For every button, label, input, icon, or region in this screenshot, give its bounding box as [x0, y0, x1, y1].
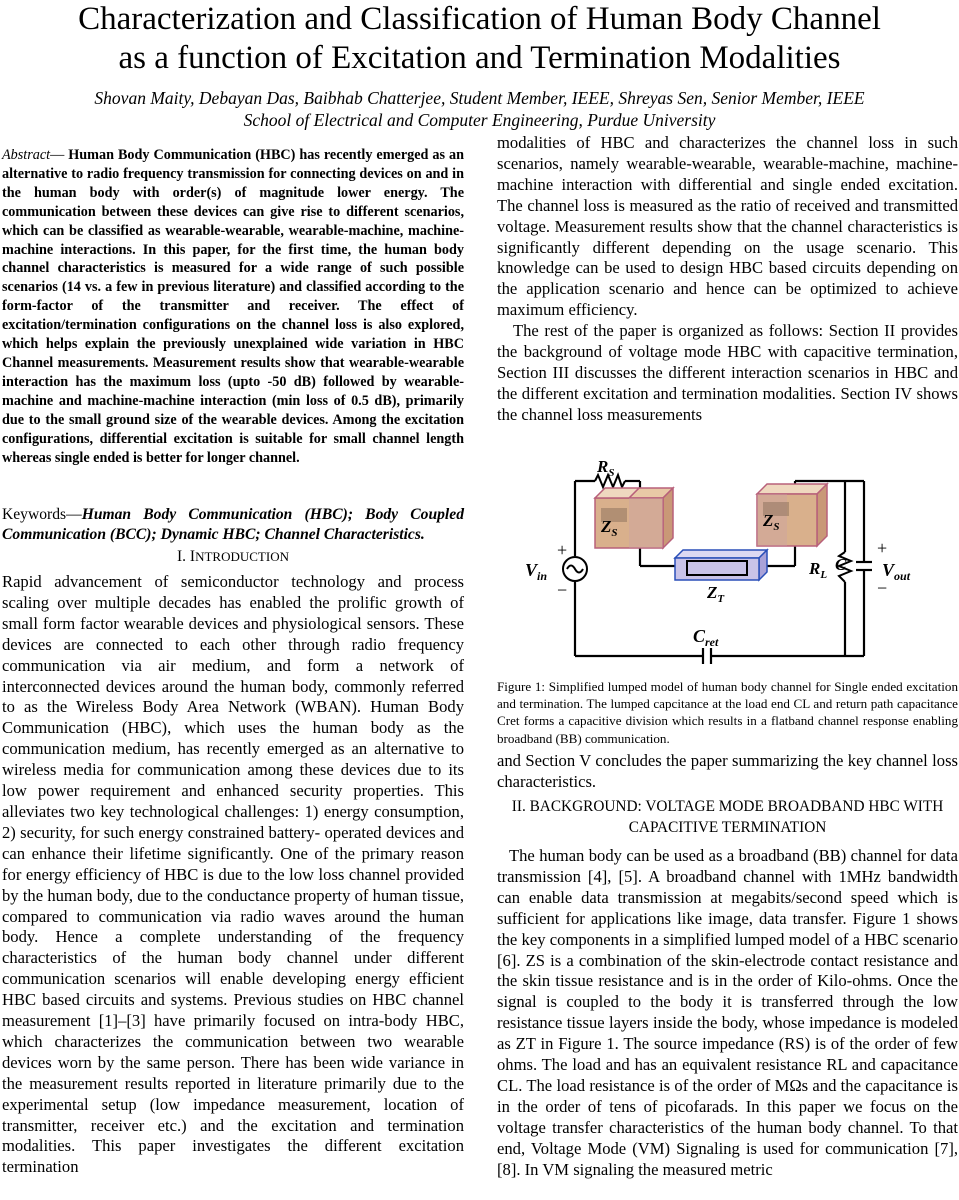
capacitor-cret — [703, 648, 711, 664]
label-zs-right-sub: S — [773, 521, 780, 533]
svg-text:ZT — [706, 583, 725, 605]
label-vin-sub: in — [537, 569, 548, 583]
label-zt: Z — [707, 583, 718, 602]
figure-1-caption — [497, 678, 958, 747]
title-line-1: Characterization and Classification of Human Body Channel — [78, 1, 881, 37]
svg-text:RL — [808, 559, 827, 581]
label-cret: C — [693, 626, 706, 646]
label-zs-left-sub: S — [611, 527, 618, 539]
zt-tissue-block — [675, 550, 767, 580]
svg-text:RS — [596, 457, 614, 479]
vin-minus: − — [557, 580, 568, 600]
section2-number: II. — [511, 798, 526, 815]
circuit-diagram — [497, 446, 958, 676]
paper-title — [0, 0, 959, 78]
right-column-middle — [497, 751, 958, 793]
label-rl-sub: L — [820, 569, 828, 581]
section1-first: I — [189, 548, 196, 565]
vin-plus: + — [557, 540, 568, 560]
right-paragraph-2: The rest of the paper is organized as follows: Section II provides the background of voltage mode HBC with capacitive termination, Section III discusses the different interaction scenarios in HBC and the different excitation and termination modalities. Section IV shows the channel loss measurements — [497, 321, 958, 424]
label-zt-sub: T — [717, 593, 725, 605]
section-heading-introduction — [2, 547, 464, 567]
section2-line-2: CAPACITIVE TERMINATION — [628, 818, 827, 836]
background-body — [497, 846, 958, 1181]
label-rl: R — [809, 559, 821, 578]
vout-minus: − — [877, 578, 888, 598]
keywords-text: Human Body Communication (HBC); Body Coupled Communication (BCC); Dynamic HBC; Channel Characteristics. — [2, 506, 464, 543]
keywords-label: Keywords — [2, 506, 67, 523]
abstract-text: Human Body Communication (HBC) has recently emerged as an alternative to radio frequency transmission for connecting devices on and in the human body with order(s) of magnitude lower energy. The communication between these devices can give rise to different scenarios, which can be classified as wearable-wearable, wearable-machine, machine-machine interactions. In this paper, for the first time, the human body channel characteristics is measured for a wide range of such possible scenarios (14 vs. a few in previous literature) and classified according to the form-factor of the transmitter and receiver. The effect of excitation/termination configurations on the channel loss is also explored, which helps explain the previously unexplained wide variation in HBC Channel measurements. Measurement results show that wearable-wearable interaction has the maximum loss (upto -50 dB) followed by wearable-machine and machine-machine interaction (min loss of 0.5 dB), primarily due to the small ground size of the wearable devices. Among the excitation configurations, differential excitation is suitable for small channel length whereas single ended is better for longer channel. — [2, 147, 464, 466]
capacitor-cl — [856, 562, 872, 570]
label-rs: R — [597, 457, 609, 476]
right-column-top — [497, 133, 958, 426]
section1-rest: NTRODUCTION — [195, 549, 289, 564]
introduction-paragraph: Rapid advancement of semiconductor technology and process scaling over multiple decades has enabled the prolific growth of small form factor wearable devices and physiological sensors. These devices are connected to each other through radio frequency communication via air medium, and form a network of interconnected devices around the human body, commonly referred to as the Wireless Body Area Network (WBAN). Human Body Communication (HBC), which uses the human body as the communication medium, has recently emerged as an alternative to wireless media for communication among these devices due to its low power requirement and enhanced security properties. This alleviates two key technological challenges: 1) energy consumption, 2) security, for such energy constrained battery- operated devices and can enhance their lifetime significantly. One of the primary reason for energy efficiency of HBC is due to the low loss channel provided by the human body, due to the conductance property of human tissue, compared to communication via radio waves around the human body. Hence a complete understanding of the frequency characteristics of the human body channel under different communication scenarios will enable developing energy efficient HBC based circuits and systems. Previous studies on HBC channel measurement [1]–[3] have primarily focused on intra-body HBC, which characterizes the communication between two wearable devices worn by the same person. There has been wide variance in the measurement results reported in literature primarily due to the experimental setup (low impedance measurement, location of transmitter, receiver etc.) and the excitation and termination modalities. This paper investigates the different excitation termination — [2, 572, 464, 1177]
author-affiliation: School of Electrical and Computer Engineering, Purdue University — [243, 110, 716, 130]
section2-line-1: BACKGROUND: VOLTAGE MODE BROADBAND HBC WITH — [529, 798, 944, 815]
label-vin: V — [525, 560, 538, 580]
label-cl: C — [835, 555, 847, 574]
introduction-body — [2, 572, 464, 1178]
svg-text:Vin — [525, 560, 547, 583]
label-vout: V — [882, 560, 895, 580]
author-names: Shovan Maity, Debayan Das, Baibhab Chatterjee, Student Member, IEEE, Shreyas Sen, Senior Member, IEEE — [94, 88, 865, 108]
svg-text:Cret — [693, 626, 719, 649]
abstract-label: Abstract — [2, 147, 51, 163]
abstract — [2, 146, 464, 467]
svg-text:C — [835, 555, 847, 574]
background-paragraph: The human body can be used as a broadband (BB) channel for data transmission [4], [5]. A broadband channel with 1MHz bandwidth can enable data transmission at megabits/second speed which is sufficient for applications like image, data transfer. Figure 1 shows the key components in a simplified lumped model of a HBC scenario [6]. ZS is a combination of the skin-electrode contact resistance and the skin tissue resistance and is in the order of Kilo-ohms. Once the signal is coupled to the body it is transferred through the low resistance tissue layers inside the body, whose impedance is modeled as ZT in Figure 1. The source impedance (RS) is of the order of few ohms. The load and has an equivalent resistance RL and capacitance CL. The load resistance is of the order of MΩs and the capacitance is in the order of tens of picofarads. In this paper we focus on the voltage transfer characteristics of the human body channel. To that end, Voltage Mode (VM) Signaling is used for communication [7], [8]. In VM signaling the measured metric — [497, 846, 958, 1179]
abstract-dash: — — [50, 147, 65, 163]
keywords-dash: — — [66, 506, 82, 523]
label-vout-sub: out — [894, 569, 911, 583]
section-heading-background — [497, 797, 958, 838]
vout-plus: + — [877, 538, 888, 558]
title-line-2: as a function of Excitation and Termination Modalities — [118, 40, 841, 76]
author-block — [0, 87, 959, 131]
keywords — [2, 505, 464, 544]
label-zs-right: Z — [763, 511, 774, 530]
figure-1-circuit — [497, 446, 958, 676]
label-rs-sub: S — [608, 467, 615, 479]
section1-number: I. — [177, 548, 187, 565]
right-middle-paragraph: and Section V concludes the paper summarizing the key channel loss characteristics. — [497, 751, 958, 791]
right-paragraph-1: modalities of HBC and characterizes the channel loss in such scenarios, namely wearable-wearable, wearable-machine, machine-machine interaction with differential and single ended excitation. The channel loss is measured as the ratio of received and transmitted voltage. Measurement results show that the channel characteristics is significantly different depending on the usage scenario. This knowledge can be used to design HBC based circuits depending on the application scenario and hence can be optimized to achieve maximum efficiency. — [497, 133, 958, 320]
label-zs-left: Z — [601, 517, 612, 536]
label-cret-sub: ret — [705, 635, 719, 649]
caption-text: Figure 1: Simplified lumped model of human body channel for Single ended excitation and termination. The lumped capcitance at the load end CL and return path capacitance Cret forms a capacitive division which results in a flatband channel response enabling broadband (BB) communication. — [497, 679, 958, 746]
